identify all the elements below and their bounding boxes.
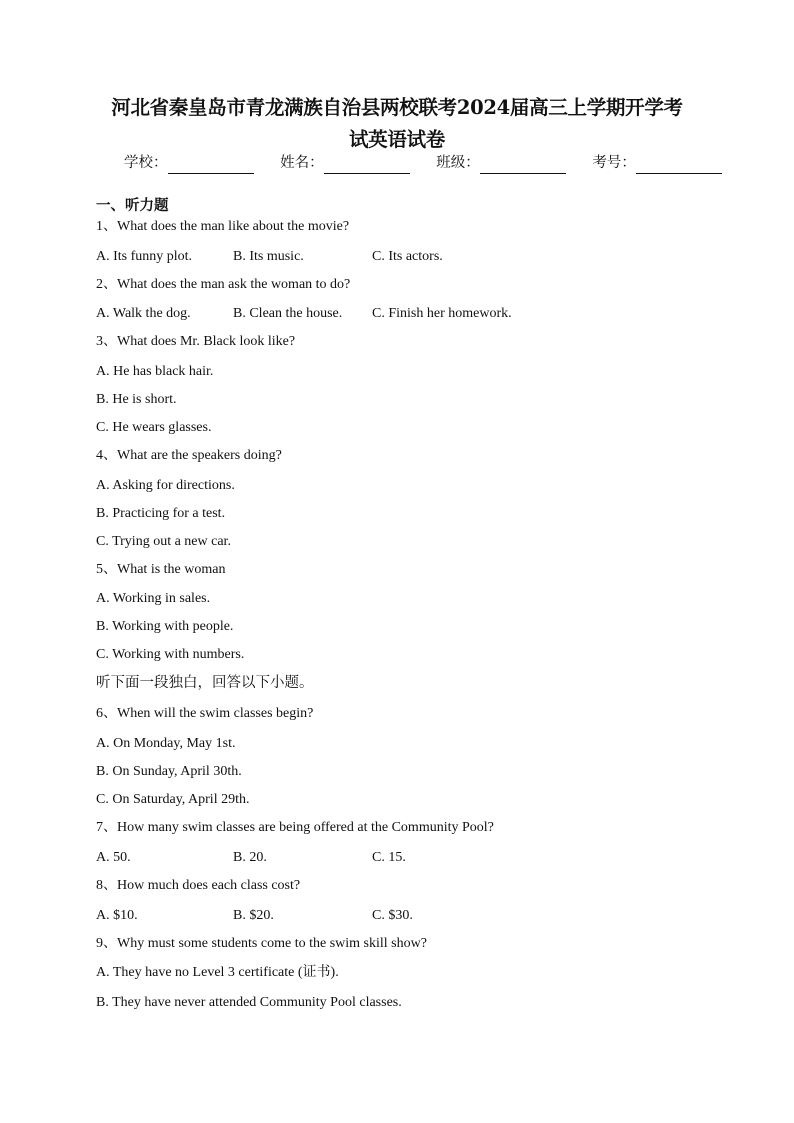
q8-option-a: A. $10. — [96, 907, 138, 923]
class-field — [436, 152, 566, 174]
q5-option-b: B. Working with people. — [96, 619, 234, 635]
q6-option-a: A. On Monday, May 1st. — [96, 736, 236, 752]
school-field — [124, 152, 254, 174]
exam-no-field — [592, 152, 722, 174]
question-2-options — [96, 303, 736, 331]
question-8: 8、How much does each class cost? — [96, 877, 301, 893]
question-list — [96, 216, 736, 1022]
exam-no-label: 考号： — [592, 155, 636, 171]
q2-option-c: C. Finish her homework. — [372, 306, 512, 322]
school-blank[interactable] — [168, 158, 254, 174]
exam-no-blank[interactable] — [636, 158, 722, 174]
q1-option-a: A. Its funny plot. — [96, 248, 193, 264]
q1-option-b: B. Its music. — [233, 248, 304, 264]
q8-option-c: C. $30. — [372, 907, 413, 923]
q3-option-a: A. He has black hair. — [96, 364, 214, 380]
q2-option-b: B. Clean the house. — [233, 306, 343, 322]
document-title — [60, 92, 734, 156]
name-label: 姓名： — [280, 155, 324, 171]
q6-option-c: C. On Saturday, April 29th. — [96, 792, 250, 808]
name-blank[interactable] — [324, 158, 410, 174]
section-title: 一、听力题 — [96, 198, 169, 214]
q7-option-b: B. 20. — [233, 849, 267, 865]
question-3: 3、What does Mr. Black look like? — [96, 334, 296, 350]
q4-option-c: C. Trying out a new car. — [96, 533, 231, 549]
q9-option-a: A. They have no Level 3 certificate (证书). — [96, 965, 339, 981]
school-label: 学校： — [124, 155, 168, 171]
question-9: 9、Why must some students come to the swim skill show? — [96, 935, 427, 951]
q3-option-c: C. He wears glasses. — [96, 420, 212, 436]
question-8-options — [96, 905, 736, 933]
question-4: 4、What are the speakers doing? — [96, 448, 282, 464]
name-field — [280, 152, 410, 174]
question-1-options — [96, 246, 736, 274]
q8-option-b: B. $20. — [233, 907, 274, 923]
question-1: 1、What does the man like about the movie? — [96, 219, 350, 234]
question-7: 7、How many swim classes are being offered at the Community Pool? — [96, 820, 494, 836]
student-info-row — [96, 152, 746, 174]
question-7-options — [96, 847, 736, 875]
q2-option-a: A. Walk the dog. — [96, 306, 191, 322]
class-blank[interactable] — [480, 158, 566, 174]
title-line-2: 试英语试卷 — [348, 128, 445, 151]
question-5: 5、What is the woman — [96, 561, 226, 577]
q7-option-a: A. 50. — [96, 849, 131, 865]
title-line-1: 河北省秦皇岛市青龙满族自治县两校联考2024届高三上学期开学考 — [111, 96, 683, 119]
monologue-instruction: 听下面一段独白，回答以下小题。 — [96, 675, 314, 692]
question-2: 2、What does the man ask the woman to do? — [96, 276, 351, 292]
q5-option-c: C. Working with numbers. — [96, 647, 245, 663]
question-6: 6、When will the swim classes begin? — [96, 706, 314, 722]
q9-option-b: B. They have never attended Community Pool classes. — [96, 994, 402, 1010]
q5-option-a: A. Working in sales. — [96, 591, 211, 607]
q4-option-b: B. Practicing for a test. — [96, 505, 226, 521]
q3-option-b: B. He is short. — [96, 392, 177, 408]
q1-option-c: C. Its actors. — [372, 248, 443, 264]
q4-option-a: A. Asking for directions. — [96, 477, 235, 493]
q7-option-c: C. 15. — [372, 849, 406, 865]
class-label: 班级： — [436, 155, 480, 171]
q6-option-b: B. On Sunday, April 30th. — [96, 764, 242, 780]
